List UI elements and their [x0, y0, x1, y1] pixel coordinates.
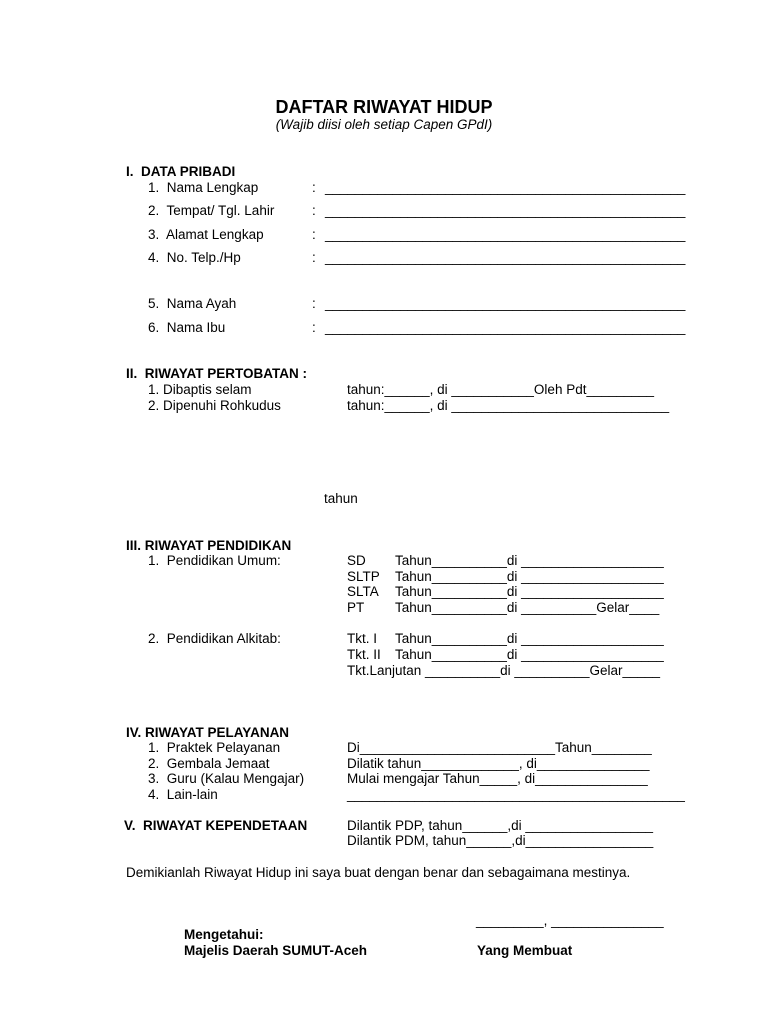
- field-label-nama-lengkap: 1. Nama Lengkap: [148, 180, 259, 195]
- edu-level: SLTA: [347, 584, 379, 599]
- field-line-alamat-lengkap[interactable]: ________________________________________________: [325, 227, 686, 242]
- edu-line[interactable]: Tahun__________di ___________________: [395, 631, 664, 646]
- edu-line-lanjutan[interactable]: Tkt.Lanjutan __________di __________Gelar_____: [347, 663, 661, 678]
- field-line-praktek[interactable]: Di__________________________Tahun________: [347, 740, 652, 755]
- field-line-nama-ibu[interactable]: ________________________________________________: [325, 320, 686, 335]
- field-line-gembala[interactable]: Dilatik tahun_____________, di_______________: [347, 756, 650, 771]
- field-colon: :: [312, 227, 316, 242]
- signature-date-line[interactable]: _________, _______________: [476, 913, 664, 928]
- yang-membuat-label: Yang Membuat: [477, 943, 573, 958]
- mengetahui-label: Mengetahui:: [184, 927, 264, 942]
- field-line-pdp[interactable]: Dilantik PDP, tahun______,di _________________: [347, 818, 654, 833]
- edu-line[interactable]: Tahun__________di __________Gelar____: [395, 600, 660, 615]
- page-title: DAFTAR RIWAYAT HIDUP: [275, 97, 493, 117]
- field-line-pdm[interactable]: Dilantik PDM, tahun______,di_________________: [347, 833, 654, 848]
- field-colon: :: [312, 250, 316, 265]
- field-colon: :: [312, 320, 316, 335]
- field-line-nama-ayah[interactable]: ________________________________________________: [325, 296, 686, 311]
- field-label-praktek: 1. Praktek Pelayanan: [148, 740, 281, 755]
- edu-level: Tkt. I: [347, 631, 377, 646]
- field-label-pendidikan-alkitab: 2. Pendidikan Alkitab:: [148, 631, 281, 646]
- field-colon: :: [312, 296, 316, 311]
- edu-level: SLTP: [347, 569, 380, 584]
- field-label-gembala: 2. Gembala Jemaat: [148, 756, 270, 771]
- field-line-dibaptis[interactable]: tahun:______, di ___________Oleh Pdt_________: [347, 382, 655, 397]
- field-line-rohkudus[interactable]: tahun:______, di _____________________________: [347, 398, 670, 413]
- field-colon: :: [312, 203, 316, 218]
- section-3-heading: III. RIWAYAT PENDIDIKAN: [126, 538, 292, 553]
- field-label-dibaptis: 1. Dibaptis selam: [148, 382, 252, 397]
- page-subtitle: (Wajib diisi oleh setiap Capen GPdI): [275, 117, 493, 132]
- section-1-heading: I. DATA PRIBADI: [126, 164, 236, 179]
- section-4-heading: IV. RIWAYAT PELAYANAN: [126, 725, 290, 740]
- field-label-nama-ayah: 5. Nama Ayah: [148, 296, 237, 311]
- field-label-rohkudus: 2. Dipenuhi Rohkudus: [148, 398, 281, 413]
- edu-line[interactable]: Tahun__________di ___________________: [395, 569, 664, 584]
- edu-line[interactable]: Tahun__________di ___________________: [395, 553, 664, 568]
- field-label-tempat-tgl-lahir: 2. Tempat/ Tgl. Lahir: [148, 203, 275, 218]
- field-label-lain-lain: 4. Lain-lain: [148, 787, 218, 802]
- field-line-tempat-tgl-lahir[interactable]: ________________________________________________: [325, 203, 686, 218]
- field-label-alamat-lengkap: 3. Alamat Lengkap: [148, 227, 264, 242]
- field-label-nama-ibu: 6. Nama Ibu: [148, 320, 226, 335]
- edu-level: PT: [347, 600, 365, 615]
- edu-line[interactable]: Tahun__________di ___________________: [395, 584, 664, 599]
- field-label-pendidikan-umum: 1. Pendidikan Umum:: [148, 553, 281, 568]
- field-line-lain-lain[interactable]: _____________________________________________: [347, 787, 685, 802]
- field-line-no-telp[interactable]: ________________________________________________: [325, 250, 686, 265]
- edu-level: SD: [347, 553, 366, 568]
- field-line-nama-lengkap[interactable]: ________________________________________________: [325, 180, 686, 195]
- edu-level: Tkt. II: [347, 647, 381, 662]
- section-5-heading: V. RIWAYAT KEPENDETAAN: [124, 818, 308, 833]
- field-colon: :: [312, 180, 316, 195]
- edu-line[interactable]: Tahun__________di ___________________: [395, 647, 664, 662]
- field-label-guru: 3. Guru (Kalau Mengajar): [148, 771, 305, 786]
- majelis-label: Majelis Daerah SUMUT-Aceh: [184, 943, 368, 958]
- field-line-guru[interactable]: Mulai mengajar Tahun_____, di_______________: [347, 771, 648, 786]
- stray-text: tahun: [324, 491, 358, 506]
- section-2-heading: II. RIWAYAT PERTOBATAN :: [126, 366, 308, 381]
- field-label-no-telp: 4. No. Telp./Hp: [148, 250, 241, 265]
- closing-statement: Demikianlah Riwayat Hidup ini saya buat dengan benar dan sebagaimana mestinya.: [126, 865, 631, 880]
